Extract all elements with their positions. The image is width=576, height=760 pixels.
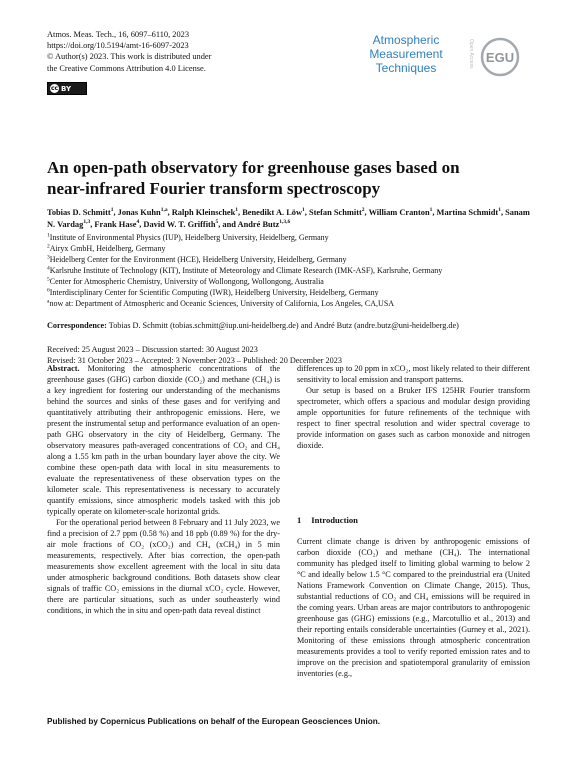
author-list: [47, 207, 530, 231]
affiliation-text: Center for Atmospheric Chemistry, University of Wollongong, Wollongong, Australia: [49, 277, 324, 286]
author-affil-sup: 2: [361, 207, 365, 214]
abstract-label: Abstract.: [47, 364, 80, 373]
affiliation-sup: 1: [47, 232, 50, 239]
affiliation-list: [47, 232, 530, 309]
section-title: Introduction: [311, 515, 358, 525]
affiliation-sup: 2: [47, 243, 50, 250]
affiliation-text: Institute of Environmental Physics (IUP), Heidelberg University, Heidelberg, Germany: [49, 233, 329, 242]
affiliation-sup: 6: [47, 287, 50, 294]
author-affil-sup: 4: [136, 219, 140, 226]
author-name: , Frank Hase: [90, 220, 137, 229]
section-number: 1: [297, 515, 302, 525]
affiliation-item: [47, 276, 530, 287]
affiliation-sup: 3: [47, 254, 50, 261]
author-name: , Ralph Kleinschek: [167, 208, 236, 217]
author-affil-sup: 1: [110, 207, 114, 214]
affiliation-text: Interdisciplinary Center for Scientific Computing (IWR), Heidelberg University, Heidelberg, Germany: [49, 288, 379, 297]
abstract-paragraph: differences up to 20 ppm in xCO₂, most likely related to their different sensitivity to local emission and transport patterns.: [297, 364, 530, 384]
publisher-footer: Published by Copernicus Publications on behalf of the European Geosciences Union.: [47, 717, 381, 726]
author-affil-sup: 1: [235, 207, 239, 214]
author-affil-sup: 1: [302, 207, 305, 214]
cc-by-label: BY: [61, 84, 72, 93]
article-metadata: [47, 29, 211, 74]
paper-title: [47, 157, 527, 199]
author-affil-sup: 1,3,6: [279, 219, 291, 226]
introduction-body: [297, 536, 530, 679]
author-name: , Jonas Kuhn: [113, 208, 161, 217]
abstract-continuation: [297, 363, 530, 451]
affiliation-text: Karlsruhe Institute of Technology (KIT), Institute of Meteorology and Climate Research (IMK-ASF), Karlsruhe, Germany: [49, 266, 443, 275]
correspondence: [47, 321, 547, 330]
affiliation-item: [47, 254, 530, 265]
journal-name-line1: Atmospheric: [372, 33, 440, 47]
affiliation-sup: 4: [47, 265, 50, 272]
copyright-line: © Author(s) 2023. This work is distributed under: [47, 52, 212, 62]
author-affil-sup: 1: [498, 207, 501, 214]
author-name: , Martina Schmidt: [432, 208, 499, 217]
affiliation-item: [47, 298, 530, 309]
abstract-paragraph: For the operational period between 8 February and 11 July 2023, we find a precision of 2.7 ppm (0.58 %) and 18 ppb (0.89 %) for the dry-air mole fractions of CO₂ (xCO₂) and CH₄ (xCH₄) in 5 min measurements, respectively. After bias correction, the open-path measurements show excellent agreement with the local in situ data under atmospheric background conditions. Both datasets show clear signals of traffic CO₂ emissions in the diurnal xCO₂ cycle. However, there are particular situations, such as under southeasterly wind conditions, in which the in situ and open-path data reveal distinct: [47, 518, 280, 615]
doi-link[interactable]: https://doi.org/10.5194/amt-16-6097-2023: [47, 41, 189, 51]
affiliation-text: Airyx GmbH, Heidelberg, Germany: [49, 244, 166, 253]
author-name: , William Cranton: [364, 208, 430, 217]
correspondence-text[interactable]: Tobias D. Schmitt (tobias.schmitt@iup.uni-heidelberg.de) and André Butz (andre.butz@uni-heidelberg.de): [106, 321, 459, 330]
section-heading: [297, 515, 358, 525]
abstract-paragraph: [47, 363, 280, 517]
author-affil-sup: 5: [215, 219, 219, 226]
egu-logo: [466, 31, 526, 83]
open-access-label: Open Access: [468, 39, 474, 69]
egu-logo-text: EGU: [485, 50, 515, 65]
author-affil-sup: 1: [429, 207, 433, 214]
affiliation-item: [47, 287, 530, 298]
author-affil-sup: 1,a: [160, 207, 168, 214]
correspondence-label: Correspondence:: [47, 321, 107, 330]
affiliation-item: [47, 243, 530, 254]
introduction-paragraph: Current climate change is driven by anthropogenic emissions of carbon dioxide (CO₂) and methane (CH₄). The international community has pledged itself to limiting global warming to below 2 °C and ideally below 1.5 °C compared to the preindustrial era (United Nations Framework Convention on Climate Change, 2015). Thus, substantial reductions of CO₂ and CH₄ emissions will be required in the coming years. Urban areas are major contributors to anthropogenic greenhouse gas (GHG) emissions (e.g., Marcotullio et al., 2013) and their reporting entails considerable uncertainties (Gurney et al., 2021). Monitoring of these emissions through atmospheric concentration measurements provides a tool to verify reported emission rates and to improve on the precision and spatiotemporal granularity of emission inventories (e.g.,: [297, 537, 530, 678]
author-name: , Stefan Schmitt: [304, 208, 362, 217]
journal-name: [350, 33, 462, 75]
license-line[interactable]: the Creative Commons Attribution 4.0 License.: [47, 63, 206, 73]
author-name: , Benedikt A. Löw: [238, 208, 303, 217]
author-affil-sup: 1,3: [83, 219, 91, 226]
cc-icon: cc: [50, 85, 59, 92]
dates-line-2: Revised: 31 October 2023 – Accepted: 3 November 2023 – Published: 20 December 2023: [47, 356, 342, 365]
author-name: , and André Butz: [218, 220, 280, 229]
affiliation-text: now at: Department of Atmospheric and Oceanic Sciences, University of California, Los Angeles, CA,USA: [49, 299, 395, 308]
journal-name-line3: Techniques: [375, 61, 437, 75]
citation-line: Atmos. Meas. Tech., 16, 6097–6110, 2023: [47, 30, 190, 39]
affiliation-text: Heidelberg Center for the Environment (HCE), Heidelberg University, Heidelberg, Germany: [49, 255, 347, 264]
cc-by-badge[interactable]: [47, 82, 87, 95]
affiliation-sup: a: [47, 298, 50, 305]
title-line-2: near-infrared Fourier transform spectroscopy: [47, 179, 381, 198]
affiliation-item: [47, 232, 530, 243]
affiliation-sup: 5: [47, 276, 50, 283]
journal-name-line2: Measurement: [369, 47, 443, 61]
author-name: Tobias D. Schmitt: [47, 208, 111, 217]
abstract-text: Monitoring the atmospheric concentrations of the greenhouse gases (GHG) carbon dioxide (CO₂) and methane (CH₄) is a key ingredient for fostering our understanding of the mechanisms behind the sources and sinks of these gases and for verifying and quantitatively attributing their anthropogenic emissions. Here, we present the instrumental setup and performance evaluation of an open-path GHG observatory in the city of Heidelberg, Germany. The observatory measures path-averaged concentrations of CO₂ and CH₄ along a 1.55 km path in the urban boundary layer above the city. We combine these open-path data with local in situ measurements to evaluate the representativeness of these observation types on the kilometer scale. This representativeness is necessary to accurately quantify emissions, since atmospheric models tasked with this job typically operate on kilometer-scale horizontal grids.: [47, 364, 280, 516]
abstract-column: [47, 363, 280, 616]
title-line-1: An open-path observatory for greenhouse gases based on: [47, 158, 460, 177]
abstract-paragraph: Our setup is based on a Bruker IFS 125HR Fourier transform spectrometer, which offers a spacious and modular design providing ample opportunities for future refinements of the technique with respect to finer spectral resolution and wider spectral coverage to provide information on gases such as carbon monoxide and nitrogen dioxide.: [297, 386, 530, 450]
affiliation-item: [47, 265, 530, 276]
author-name: , Sanam N. Vardag: [47, 208, 530, 229]
dates-line-1: Received: 25 August 2023 – Discussion started: 30 August 2023: [47, 345, 258, 354]
author-name: , David W. T. Griffith: [139, 220, 216, 229]
